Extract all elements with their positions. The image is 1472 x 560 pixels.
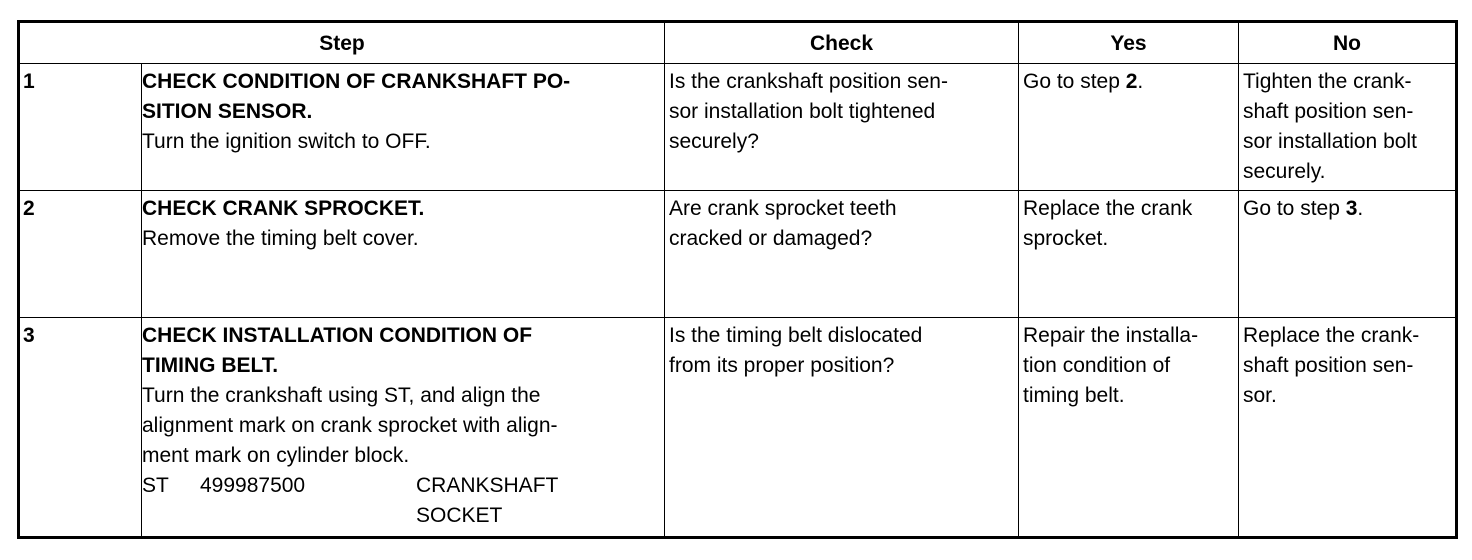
header-row (19, 22, 1457, 64)
check-line: from its proper position? (669, 354, 895, 377)
check-line: sor installation bolt tightened (669, 100, 936, 123)
check-line: securely? (669, 130, 759, 153)
table-row (19, 64, 1457, 191)
no-text: Go to step (1243, 197, 1346, 220)
no-text-suffix: . (1357, 197, 1364, 220)
special-tool-entry (142, 471, 658, 531)
step-description (142, 191, 665, 318)
no-cell (1239, 191, 1457, 318)
no-line: securely. (1243, 160, 1326, 183)
step-title-line: CHECK INSTALLATION CONDITION OF (142, 324, 533, 347)
step-number: 3 (19, 318, 142, 538)
yes-text-suffix: . (1137, 70, 1144, 93)
step-instruction (142, 381, 658, 471)
no-line: Tighten the crank- (1243, 70, 1412, 93)
no-cell (1239, 64, 1457, 191)
check-line: Is the crankshaft position sen- (669, 70, 948, 93)
step-description (142, 318, 665, 538)
step-title (142, 321, 658, 381)
step-title: CHECK CRANK SPROCKET. (142, 197, 425, 220)
instruction-line: ment mark on cylinder block. (142, 444, 410, 467)
yes-line: Replace the crank (1023, 197, 1193, 220)
no-line: sor. (1243, 384, 1277, 407)
table-row (19, 191, 1457, 318)
yes-line: timing belt. (1023, 384, 1125, 407)
tool-part-number: 499987500 (200, 474, 306, 497)
yes-line: tion condition of (1023, 354, 1171, 377)
check-line: Is the timing belt dislocated (669, 324, 923, 347)
step-description (142, 64, 665, 191)
step-title-line: CHECK CONDITION OF CRANKSHAFT PO- (142, 70, 571, 93)
tool-name-line: SOCKET (416, 504, 503, 527)
yes-cell (1019, 64, 1239, 191)
diagnostic-table (17, 20, 1458, 539)
yes-step-link: 2 (1125, 70, 1138, 93)
yes-cell (1019, 318, 1239, 538)
yes-line: Repair the installa- (1023, 324, 1199, 347)
table-row (19, 318, 1457, 538)
check-line: cracked or damaged? (669, 227, 873, 250)
step-number: 1 (19, 64, 142, 191)
diagnostic-table-container (17, 20, 1458, 539)
tool-name (416, 471, 658, 531)
no-step-link: 3 (1345, 197, 1358, 220)
yes-line: sprocket. (1023, 227, 1109, 250)
step-instruction: Turn the ignition switch to OFF. (142, 130, 431, 153)
step-instruction: Remove the timing belt cover. (142, 227, 419, 250)
no-line: sor installation bolt (1243, 130, 1417, 153)
instruction-line: alignment mark on crank sprocket with align- (142, 414, 558, 437)
check-cell (665, 64, 1019, 191)
step-number: 2 (19, 191, 142, 318)
check-cell (665, 318, 1019, 538)
no-cell (1239, 318, 1457, 538)
header-no: No (1239, 22, 1457, 64)
check-cell (665, 191, 1019, 318)
no-line: shaft position sen- (1243, 100, 1414, 123)
no-line: shaft position sen- (1243, 354, 1414, 377)
header-check: Check (665, 22, 1019, 64)
tool-name-line: CRANKSHAFT (416, 474, 559, 497)
check-line: Are crank sprocket teeth (669, 197, 897, 220)
step-title (142, 67, 658, 127)
header-step: Step (19, 22, 665, 64)
no-line: Replace the crank- (1243, 324, 1420, 347)
tool-label: ST (142, 474, 169, 497)
instruction-line: Turn the crankshaft using ST, and align the (142, 384, 541, 407)
step-title-line: SITION SENSOR. (142, 100, 313, 123)
header-yes: Yes (1019, 22, 1239, 64)
yes-cell (1019, 191, 1239, 318)
yes-text: Go to step (1023, 70, 1126, 93)
step-title-line: TIMING BELT. (142, 354, 279, 377)
